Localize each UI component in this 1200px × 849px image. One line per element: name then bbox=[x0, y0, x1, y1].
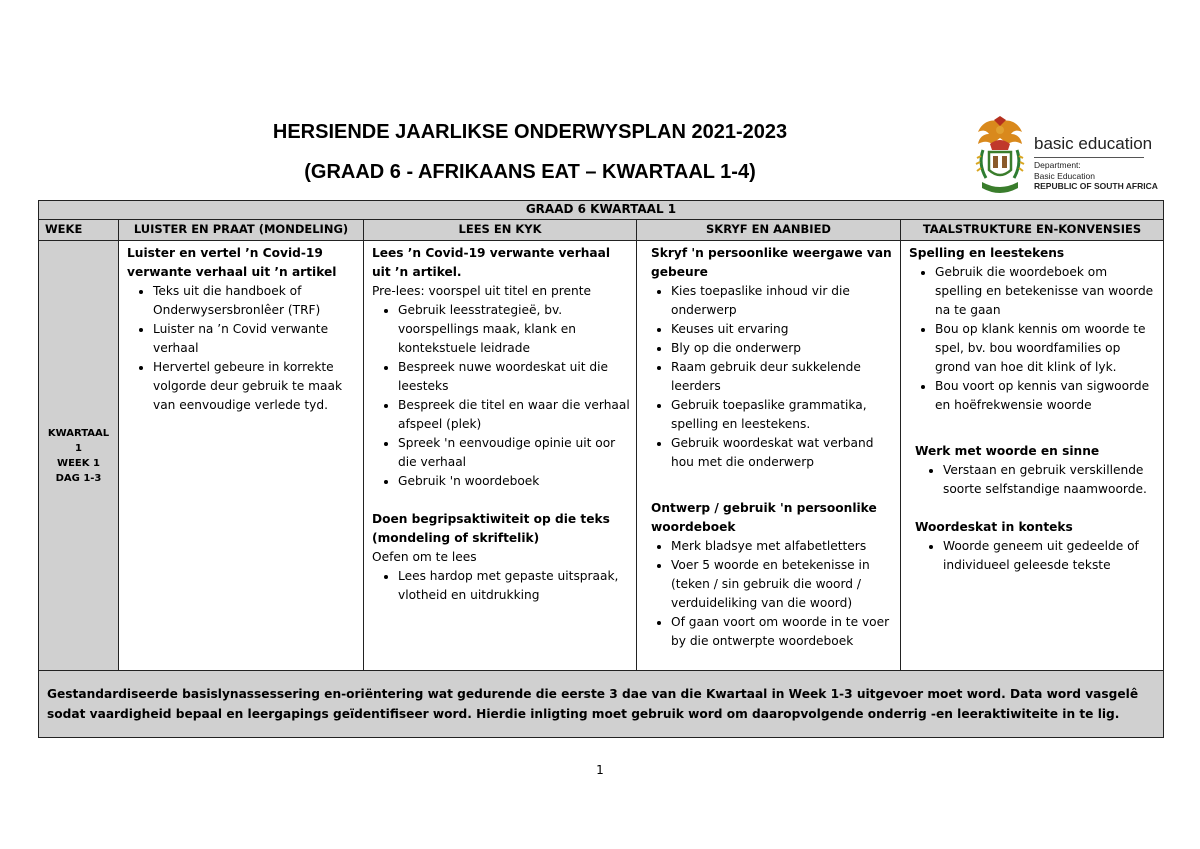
logo-republic: REPUBLIC OF SOUTH AFRICA bbox=[1034, 181, 1158, 191]
lees-list-2 bbox=[372, 567, 630, 605]
taal-list-2 bbox=[909, 461, 1157, 499]
taal-heading-2: Werk met woorde en sinne bbox=[915, 444, 1100, 458]
list-item: • Verstaan en gebruik verskillende soorte selfstandige naamwoorde. bbox=[943, 461, 1157, 499]
baseline-assessment-note: Gestandardiseerde basislynassessering en-oriëntering wat gedurende die eerste 3 dae van die Kwartaal in Week 1-3 uitgevoer moet word. Data word vasgelê sodat vaardigheid bepaal en leergapings geïdentifiseer word. Hierdie inligting moet gebruik word om daaropvolgende onderrig -en leeraktiwiteite in te lig. bbox=[39, 671, 1164, 738]
list-item: • Merk bladsye met alfabetletters bbox=[671, 537, 894, 556]
coat-of-arms-icon bbox=[972, 116, 1028, 198]
list-item: • Bespreek die titel en waar die verhaal afspeel (plek) bbox=[398, 396, 630, 434]
list-item: • Kies toepaslike inhoud vir die onderwerp bbox=[671, 282, 894, 320]
list-item: • Of gaan voort om woorde in te voer by die ontwerpte woordeboek bbox=[671, 613, 894, 651]
list-item: • Luister na ’n Covid verwante verhaal bbox=[153, 320, 357, 358]
list-item: • Woorde geneem uit gedeelde of individueel geleesde tekste bbox=[943, 537, 1157, 575]
skryf-list bbox=[645, 282, 894, 472]
list-item: • Lees hardop met gepaste uitspraak, vlotheid en uitdrukking bbox=[398, 567, 630, 605]
page-number: 1 bbox=[596, 763, 604, 777]
skryf-heading-2: Ontwerp / gebruik 'n persoonlike woordeboek bbox=[651, 501, 877, 534]
list-item: • Keuses uit ervaring bbox=[671, 320, 894, 339]
column-header-taal: TAALSTRUKTURE EN-KONVENSIES bbox=[901, 220, 1164, 241]
taal-cell bbox=[901, 241, 1164, 671]
taal-list-3 bbox=[909, 537, 1157, 575]
list-item: • Raam gebruik deur sukkelende leerders bbox=[671, 358, 894, 396]
logo-department: Department: bbox=[1034, 160, 1081, 170]
column-header-skryf: SKRYF EN AANBIED bbox=[637, 220, 901, 241]
lees-intro: Pre-lees: voorspel uit titel en prente bbox=[372, 284, 592, 298]
column-header-luister: LUISTER EN PRAAT (MONDELING) bbox=[119, 220, 364, 241]
skryf-heading: Skryf 'n persoonlike weergawe van gebeure bbox=[651, 246, 892, 279]
skryf-list-2 bbox=[645, 537, 894, 651]
list-item: • Voer 5 woorde en betekenisse in (teken / sin gebruik die woord / verduideliking van die woord) bbox=[671, 556, 894, 613]
list-item: • Teks uit die handboek of Onderwysersbronlêer (TRF) bbox=[153, 282, 357, 320]
column-header-lees: LEES EN KYK bbox=[364, 220, 637, 241]
annual-teaching-plan-table bbox=[38, 200, 1164, 738]
luister-cell bbox=[119, 241, 364, 671]
list-item: • Bespreek nuwe woordeskat uit die leesteks bbox=[398, 358, 630, 396]
list-item: • Bou op klank kennis om woorde te spel, bv. bou woordfamilies op grond van hoe dit klink of lyk. bbox=[935, 320, 1157, 377]
luister-heading: Luister en vertel ’n Covid-19 verwante verhaal uit ’n artikel bbox=[127, 246, 337, 279]
lees-intro-2: Oefen om te lees bbox=[372, 550, 477, 564]
basic-education-logo bbox=[972, 116, 1158, 198]
skryf-cell bbox=[637, 241, 901, 671]
week-kwartaal-number: 1 bbox=[75, 442, 82, 454]
page-title: HERSIENDE JAARLIKSE ONDERWYSPLAN 2021-2023 bbox=[272, 121, 788, 143]
week-number: WEEK 1 bbox=[57, 457, 100, 469]
week-label-cell bbox=[39, 241, 119, 671]
list-item: • Gebruik leesstrategieë, bv. voorspellings maak, klank en kontekstuele leidrade bbox=[398, 301, 630, 358]
logo-main-text: basic education bbox=[1034, 134, 1153, 153]
taal-heading-3: Woordeskat in konteks bbox=[915, 520, 1073, 534]
luister-list bbox=[127, 282, 357, 415]
list-item: • Gebruik toepaslike grammatika, spelling en leestekens. bbox=[671, 396, 894, 434]
list-item: • Gebruik 'n woordeboek bbox=[398, 472, 630, 491]
list-item: • Hervertel gebeure in korrekte volgorde deur gebruik te maak van eenvoudige verlede tyd. bbox=[153, 358, 357, 415]
logo-divider bbox=[1034, 157, 1144, 158]
list-item: • Gebruik woordeskat wat verband hou met die onderwerp bbox=[671, 434, 894, 472]
week-days: DAG 1-3 bbox=[55, 472, 102, 484]
list-item: • Bou voort op kennis van sigwoorde en hoëfrekwensie woorde bbox=[935, 377, 1157, 415]
lees-cell bbox=[364, 241, 637, 671]
taal-heading: Spelling en leestekens bbox=[909, 246, 1065, 260]
logo-basic-education: Basic Education bbox=[1034, 170, 1095, 181]
list-item: • Gebruik die woordeboek om spelling en betekenisse van woorde na te gaan bbox=[935, 263, 1157, 320]
lees-list bbox=[372, 301, 630, 491]
list-item: • Spreek 'n eenvoudige opinie uit oor die verhaal bbox=[398, 434, 630, 472]
table-title: GRAAD 6 KWARTAAL 1 bbox=[39, 201, 1164, 220]
column-header-weke: WEKE bbox=[39, 220, 119, 241]
list-item: • Bly op die onderwerp bbox=[671, 339, 894, 358]
week-kwartaal: KWARTAAL bbox=[47, 427, 110, 439]
lees-heading: Lees ’n Covid-19 verwante verhaal uit ’n artikel. bbox=[372, 246, 611, 279]
lees-heading-2: Doen begripsaktiwiteit op die teks (mondeling of skriftelik) bbox=[372, 512, 610, 545]
taal-list bbox=[909, 263, 1157, 415]
page-subtitle: (GRAAD 6 - AFRIKAANS EAT – KWARTAAL 1-4) bbox=[304, 161, 756, 183]
